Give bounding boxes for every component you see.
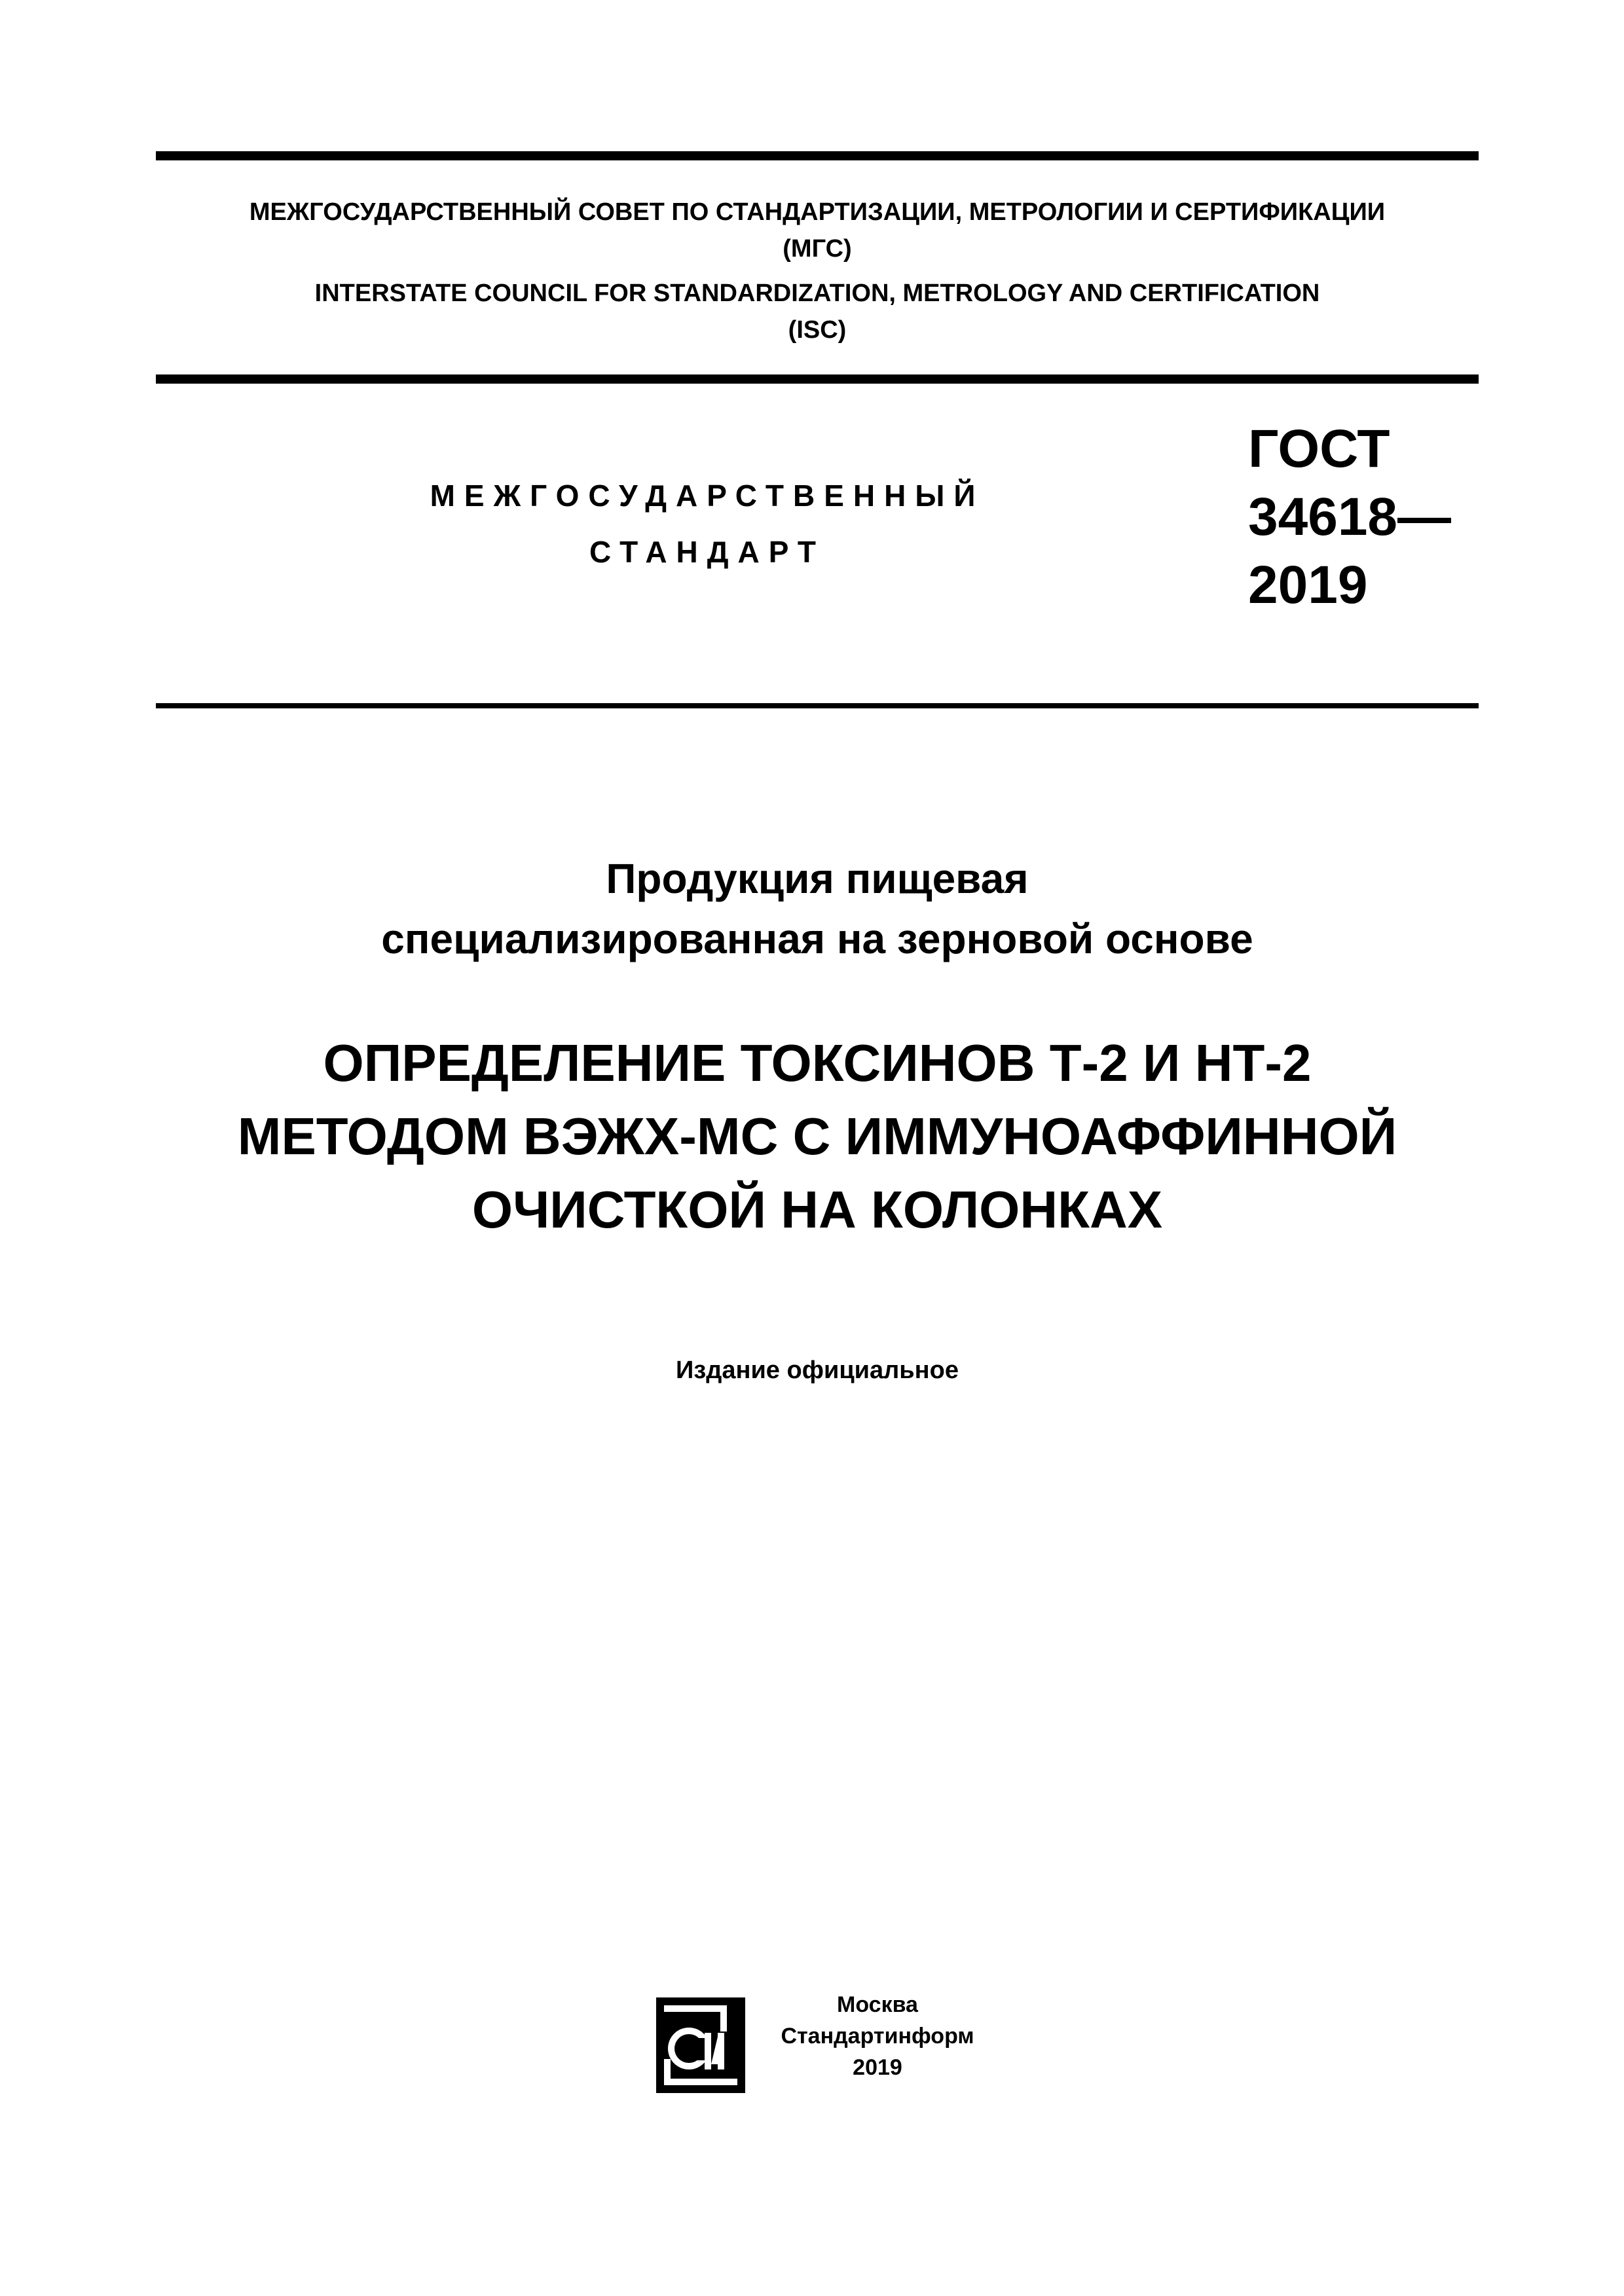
standard-kind-line1: МЕЖГОСУДАРСТВЕННЫЙ xyxy=(430,479,985,513)
edition-label: Издание официальное xyxy=(676,1357,959,1384)
designation-number: 34618— xyxy=(1248,487,1452,547)
standard-kind xyxy=(367,467,1048,580)
standard-kind-line2: СТАНДАРТ xyxy=(589,535,825,569)
designation-prefix: ГОСТ xyxy=(1248,419,1390,479)
council-name-ru: МЕЖГОСУДАРСТВЕННЫЙ СОВЕТ ПО СТАНДАРТИЗАЦИИ, МЕТРОЛОГИИ И СЕРТИФИКАЦИИ xyxy=(249,198,1386,226)
method-title-line1: ОПРЕДЕЛЕНИЕ ТОКСИНОВ Т-2 И НТ-2 xyxy=(323,1034,1312,1092)
council-abbr-ru: (МГС) xyxy=(783,235,852,263)
standard-designation xyxy=(1248,415,1451,619)
designation-year: 2019 xyxy=(1248,555,1368,615)
product-title-line2: специализированная на зерновой основе xyxy=(381,915,1253,962)
method-title-line3: ОЧИСТКОЙ НА КОЛОНКАХ xyxy=(471,1180,1163,1239)
publisher-imprint xyxy=(760,1989,995,2083)
publisher-city: Москва xyxy=(837,1992,918,2017)
product-title xyxy=(156,848,1479,969)
publisher-name: Стандартинформ xyxy=(781,2024,974,2049)
bottom-rule xyxy=(156,703,1479,708)
method-title-line2: МЕТОДОМ ВЭЖХ-МС С ИММУНОАФФИННОЙ xyxy=(237,1107,1397,1165)
council-name-en: INTERSTATE COUNCIL FOR STANDARDIZATION, METROLOGY AND CERTIFICATION xyxy=(314,280,1320,307)
standartinform-logo-icon xyxy=(655,1996,747,2094)
council-abbr-en: (ISC) xyxy=(788,316,847,344)
top-rule xyxy=(156,151,1479,160)
council-header xyxy=(156,194,1479,348)
product-title-line1: Продукция пищевая xyxy=(606,855,1029,902)
middle-rule xyxy=(156,374,1479,384)
publisher-year: 2019 xyxy=(853,2055,902,2080)
method-title xyxy=(156,1027,1479,1247)
